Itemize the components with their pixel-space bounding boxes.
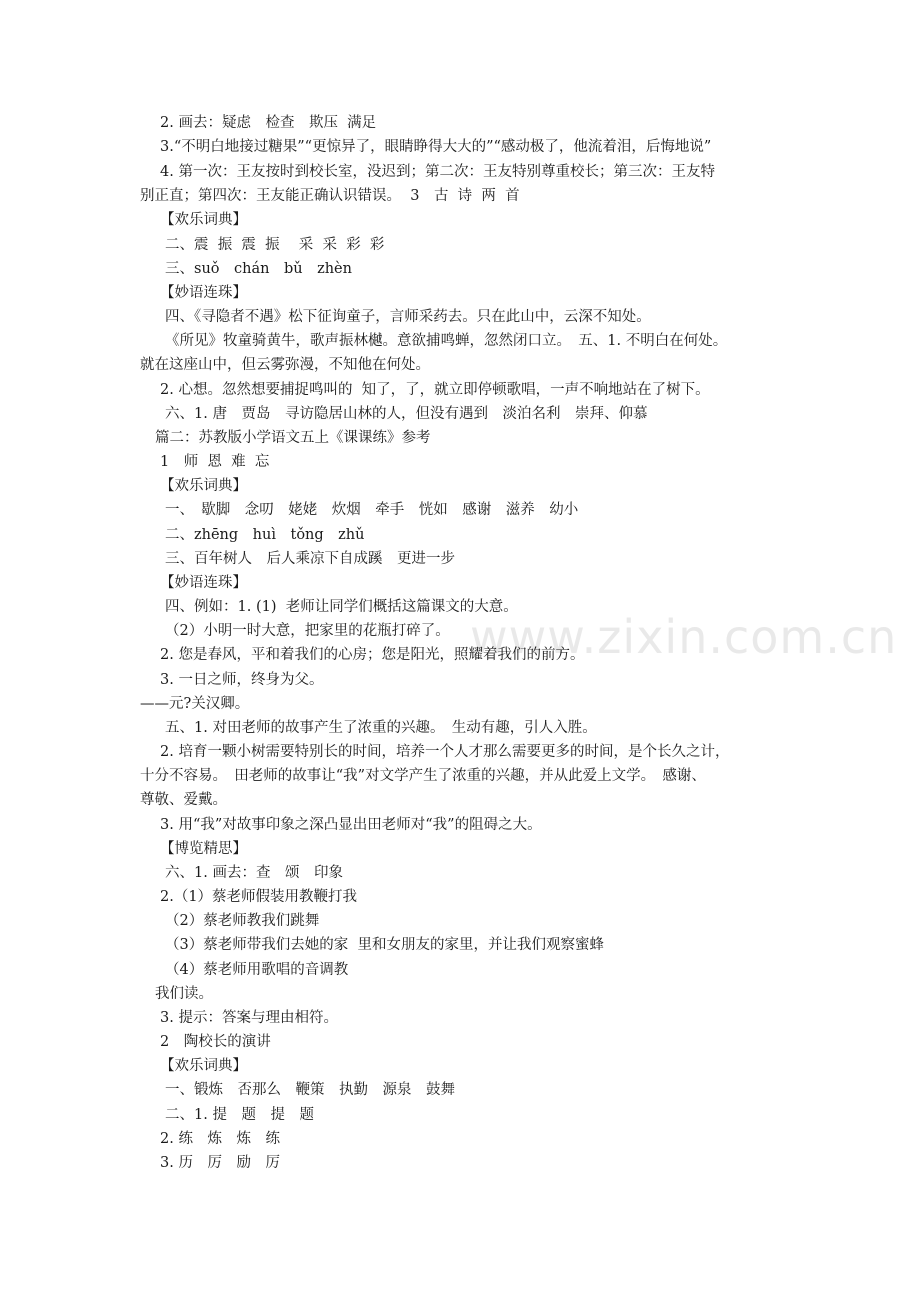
- text-line: 2. 练 炼 炼 练: [160, 1131, 280, 1147]
- text-line: 五、1. 对田老师的故事产生了浓重的兴趣。 生动有趣，引人入胜。: [165, 720, 597, 736]
- text-line: 三、suǒ chán bǔ zhèn: [165, 261, 352, 277]
- watermark: www.zixin.com.cn: [470, 610, 898, 664]
- text-line: 四、例如：1. (1) 老师让同学们概括这篇课文的大意。: [165, 599, 518, 615]
- text-line: 我们读。: [155, 986, 213, 1002]
- text-line: 二、1. 提 题 提 题: [165, 1107, 314, 1123]
- text-line: （3）蔡老师带我们去她的家 里和女朋友的家里，并让我们观察蜜蜂: [165, 937, 604, 953]
- lesson-title: 1 师 恩 难 忘: [160, 454, 270, 470]
- text-line: 尊敬、爱戴。: [140, 792, 227, 808]
- text-line: 3. 提示：答案与理由相符。: [160, 1010, 338, 1026]
- lesson-title: 2 陶校长的演讲: [160, 1034, 271, 1050]
- text-line: （4）蔡老师用歌唱的音调教: [165, 962, 349, 978]
- text-line: 篇二：苏教版小学语文五上《课课练》参考: [155, 430, 431, 446]
- text-line: 就在这座山中，但云雾弥漫，不知他在何处。: [140, 357, 430, 373]
- text-line: （2）小明一时大意，把家里的花瓶打碎了。: [165, 623, 450, 639]
- text-line: 3. 历 厉 励 厉: [160, 1155, 280, 1171]
- text-line: 3.“不明白地接过糖果”“更惊异了，眼睛睁得大大的”“感动极了，他流着泪，后悔地说”: [160, 139, 712, 155]
- text-line: 3. 用“我”对故事印象之深凸显出田老师对“我”的阻碍之大。: [160, 817, 542, 833]
- text-line: ——元?关汉卿。: [140, 696, 250, 712]
- text-line: 4. 第一次：王友按时到校长室，没迟到；第二次：王友特别尊重校长；第三次：王友特: [160, 164, 715, 180]
- text-line: 2. 您是春风，平和着我们的心房；您是阳光，照耀着我们的前方。: [160, 647, 585, 663]
- text-line: 别正直；第四次：王友能正确认识错误。 3 古 诗 两 首: [140, 188, 520, 204]
- text-line: 二、zhēng huì tǒng zhǔ: [165, 527, 365, 543]
- text-line: （2）蔡老师教我们跳舞: [165, 913, 320, 929]
- section-heading: 【欢乐词典】: [160, 212, 247, 228]
- text-line: 三、百年树人 后人乘凉下自成蹊 更进一步: [165, 551, 455, 567]
- section-heading: 【妙语连珠】: [160, 285, 247, 301]
- text-line: 2.（1）蔡老师假装用教鞭打我: [160, 889, 358, 905]
- text-line: 一、锻炼 否那么 鞭策 执勤 源泉 鼓舞: [165, 1082, 455, 1098]
- text-line: 一、 歇脚 念叨 姥姥 炊烟 牵手 恍如 感谢 滋养 幼小: [165, 502, 579, 518]
- text-line: 2. 画去：疑虑 检查 欺压 满足: [160, 115, 377, 131]
- section-heading: 【欢乐词典】: [160, 478, 247, 494]
- text-line: 二、震 振 震 振 采 采 彩 彩: [165, 237, 385, 253]
- text-line: 十分不容易。 田老师的故事让“我”对文学产生了浓重的兴趣，并从此爱上文学。 感谢、: [140, 768, 706, 784]
- section-heading: 【博览精思】: [160, 841, 247, 857]
- text-line: 四、《寻隐者不遇》松下征询童子，言师采药去。只在此山中，云深不知处。: [165, 309, 651, 325]
- text-line: 《所见》牧童骑黄牛，歌声振林樾。意欲捕鸣蝉，忽然闭口立。 五、1. 不明白在何处。: [165, 333, 728, 349]
- text-line: 3. 一日之师，终身为父。: [160, 672, 324, 688]
- text-line: 六、1. 唐 贾岛 寻访隐居山林的人，但没有遇到 淡泊名利 崇拜、仰慕: [165, 406, 648, 422]
- section-heading: 【妙语连珠】: [160, 575, 247, 591]
- text-line: 六、1. 画去：查 颂 印象: [165, 865, 343, 881]
- text-line: 2. 培育一颗小树需要特别长的时间，培养一个人才那么需要更多的时间，是个长久之计，: [160, 744, 730, 760]
- section-heading: 【欢乐词典】: [160, 1058, 247, 1074]
- text-line: 2. 心想。忽然想要捕捉鸣叫的 知了，了，就立即停顿歌唱，一声不响地站在了树下。: [160, 382, 710, 398]
